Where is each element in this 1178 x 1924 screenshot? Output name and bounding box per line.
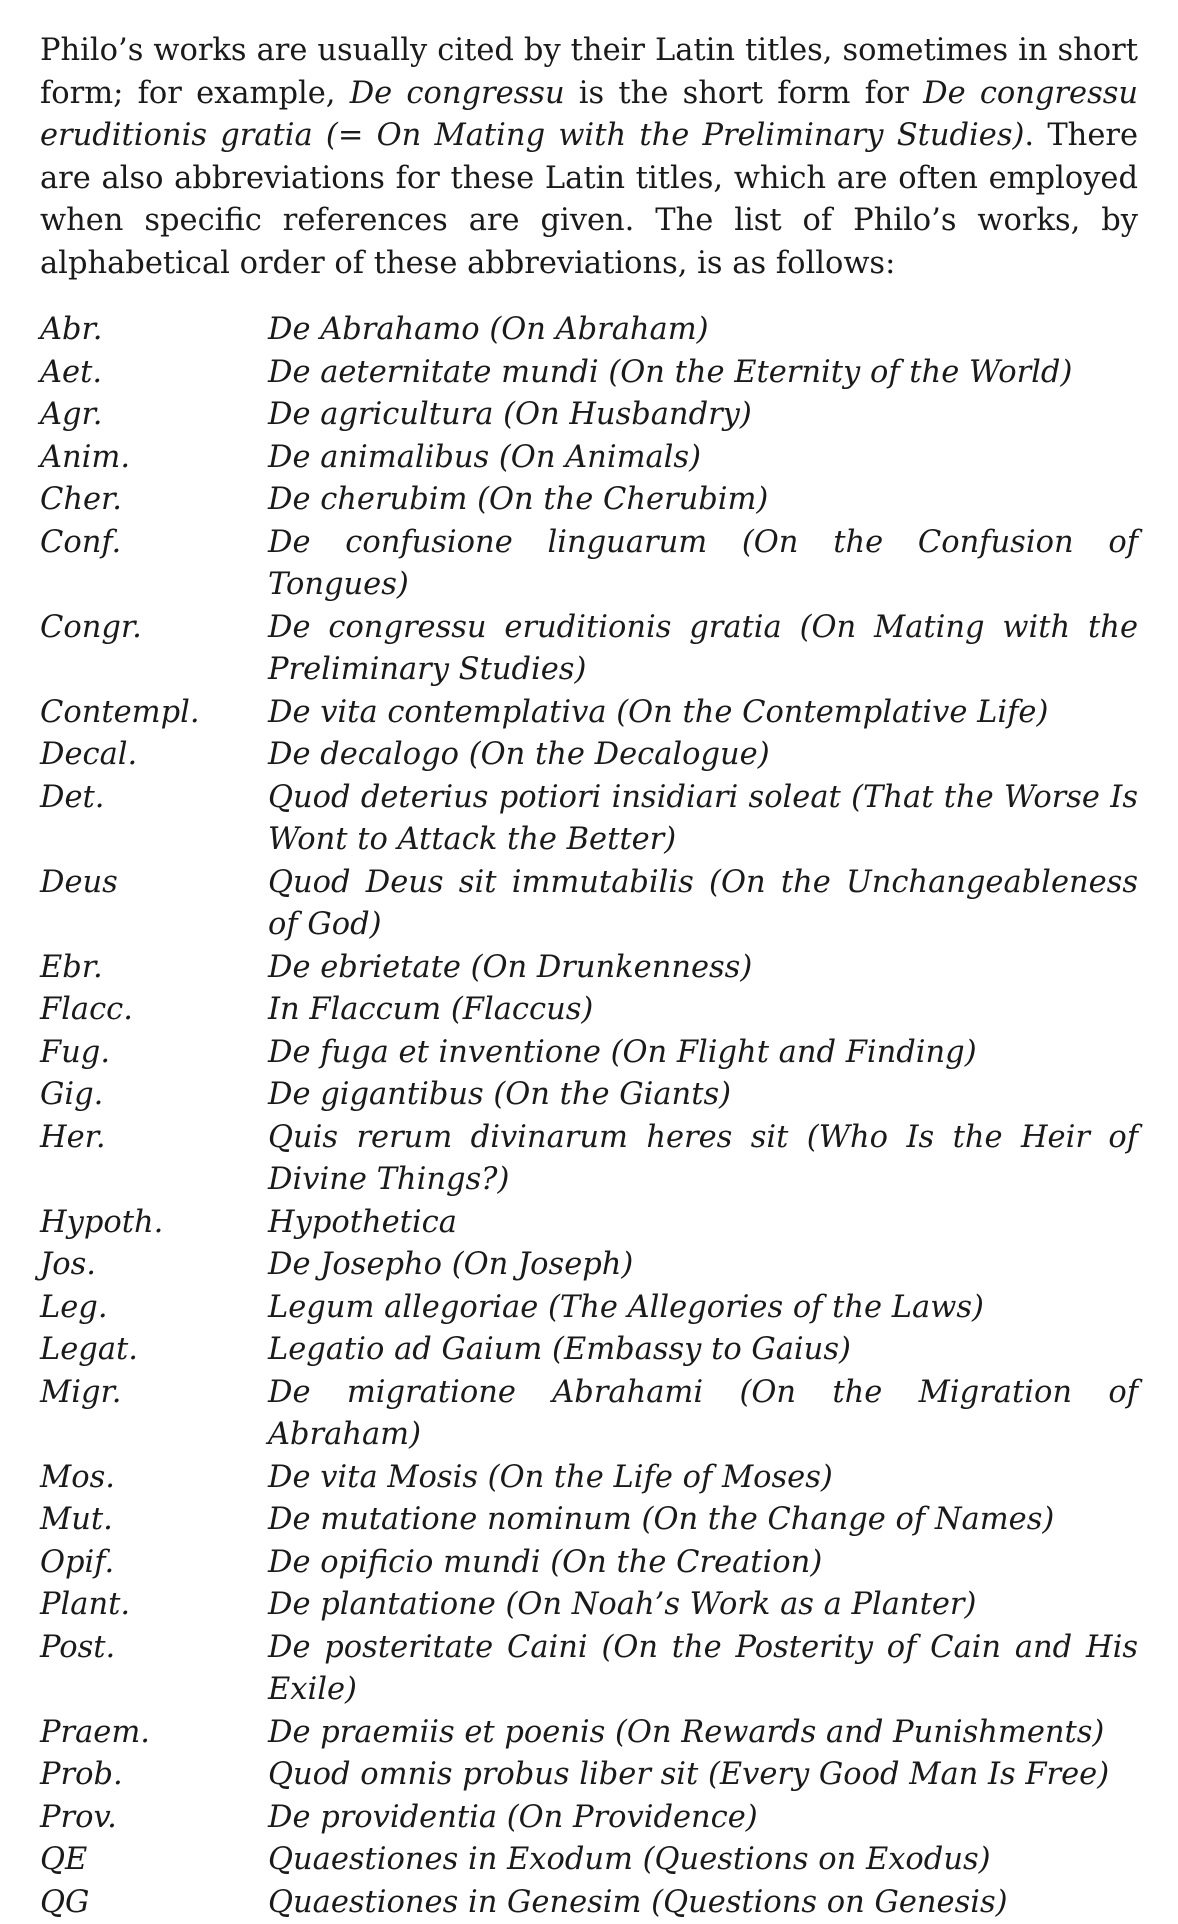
- work-title: De confusione linguarum (On the Confusion of Tongues): [268, 522, 1138, 607]
- work-entry: [40, 394, 1138, 437]
- work-abbreviation: Gig.: [40, 1074, 268, 1117]
- work-abbreviation: QE: [40, 1839, 268, 1882]
- work-entry: [40, 1032, 1138, 1075]
- work-entry: [40, 1329, 1138, 1372]
- work-abbreviation: Agr.: [40, 394, 268, 437]
- work-title: De vita contemplativa (On the Contemplative Life): [268, 692, 1138, 735]
- work-entry: [40, 1839, 1138, 1882]
- work-title: De agricultura (On Husbandry): [268, 394, 1138, 437]
- work-title: De Josepho (On Joseph): [268, 1244, 1138, 1287]
- work-abbreviation: Fug.: [40, 1032, 268, 1075]
- works-list: [40, 309, 1138, 1924]
- intro-full-title: De congressu eruditionis gratia (= On Mating with the Preliminary Studies): [40, 76, 1138, 154]
- work-title: De providentia (On Providence): [268, 1797, 1138, 1840]
- intro-text-3: . There are also abbreviations for these Latin titles, which are often employed when specific references are given. The list of Philo’s works, by alphabetical order of these abbreviations, is as follows:: [40, 118, 1138, 281]
- work-entry: [40, 1542, 1138, 1585]
- work-abbreviation: Prov.: [40, 1797, 268, 1840]
- work-title: De ebrietate (On Drunkenness): [268, 947, 1138, 990]
- work-abbreviation: Ebr.: [40, 947, 268, 990]
- work-title: Quod Deus sit immutabilis (On the Unchangeableness of God): [268, 862, 1138, 947]
- work-abbreviation: Det.: [40, 777, 268, 820]
- work-abbreviation: Anim.: [40, 437, 268, 480]
- work-abbreviation: Post.: [40, 1627, 268, 1670]
- work-title: De decalogo (On the Decalogue): [268, 734, 1138, 777]
- work-entry: [40, 1372, 1138, 1457]
- work-title: De praemiis et poenis (On Rewards and Punishments): [268, 1712, 1138, 1755]
- work-title: De plantatione (On Noah’s Work as a Planter): [268, 1584, 1138, 1627]
- work-entry: [40, 1712, 1138, 1755]
- work-entry: [40, 989, 1138, 1032]
- work-abbreviation: Decal.: [40, 734, 268, 777]
- work-title: De Abrahamo (On Abraham): [268, 309, 1138, 352]
- work-entry: [40, 1244, 1138, 1287]
- work-entry: [40, 437, 1138, 480]
- intro-short-title: De congressu: [350, 76, 565, 111]
- work-entry: [40, 607, 1138, 692]
- work-abbreviation: Migr.: [40, 1372, 268, 1415]
- work-abbreviation: Cher.: [40, 479, 268, 522]
- work-entry: [40, 522, 1138, 607]
- work-abbreviation: Plant.: [40, 1584, 268, 1627]
- work-title: De posteritate Caini (On the Posterity of Cain and His Exile): [268, 1627, 1138, 1712]
- work-abbreviation: Her.: [40, 1117, 268, 1160]
- work-abbreviation: Hypoth.: [40, 1202, 268, 1245]
- work-title: Quod omnis probus liber sit (Every Good Man Is Free): [268, 1754, 1138, 1797]
- work-title: De vita Mosis (On the Life of Moses): [268, 1457, 1138, 1500]
- work-abbreviation: Congr.: [40, 607, 268, 650]
- work-title: Legatio ad Gaium (Embassy to Gaius): [268, 1329, 1138, 1372]
- work-entry: [40, 1797, 1138, 1840]
- work-entry: [40, 479, 1138, 522]
- work-abbreviation: Flacc.: [40, 989, 268, 1032]
- work-abbreviation: Opif.: [40, 1542, 268, 1585]
- work-abbreviation: QG: [40, 1882, 268, 1924]
- work-title: De migratione Abrahami (On the Migration of Abraham): [268, 1372, 1138, 1457]
- work-abbreviation: Conf.: [40, 522, 268, 565]
- work-title: De mutatione nominum (On the Change of Names): [268, 1499, 1138, 1542]
- work-entry: [40, 734, 1138, 777]
- work-entry: [40, 1457, 1138, 1500]
- work-entry: [40, 1074, 1138, 1117]
- work-abbreviation: Prob.: [40, 1754, 268, 1797]
- work-entry: [40, 1499, 1138, 1542]
- work-title: De cherubim (On the Cherubim): [268, 479, 1138, 522]
- work-title: De aeternitate mundi (On the Eternity of the World): [268, 352, 1138, 395]
- work-entry: [40, 947, 1138, 990]
- work-entry: [40, 309, 1138, 352]
- work-title: In Flaccum (Flaccus): [268, 989, 1138, 1032]
- work-abbreviation: Deus: [40, 862, 268, 905]
- work-entry: [40, 1627, 1138, 1712]
- page: [40, 30, 1138, 1924]
- intro-text-2: is the short form for: [565, 76, 924, 111]
- work-abbreviation: Jos.: [40, 1244, 268, 1287]
- work-title: De opificio mundi (On the Creation): [268, 1542, 1138, 1585]
- work-title: De congressu eruditionis gratia (On Mating with the Preliminary Studies): [268, 607, 1138, 692]
- work-entry: [40, 1754, 1138, 1797]
- work-title: Quod deterius potiori insidiari soleat (That the Worse Is Wont to Attack the Better): [268, 777, 1138, 862]
- work-abbreviation: Praem.: [40, 1712, 268, 1755]
- work-title: Legum allegoriae (The Allegories of the Laws): [268, 1287, 1138, 1330]
- intro-paragraph: [40, 30, 1138, 285]
- work-abbreviation: Contempl.: [40, 692, 268, 735]
- work-entry: [40, 692, 1138, 735]
- work-title: De animalibus (On Animals): [268, 437, 1138, 480]
- work-abbreviation: Mos.: [40, 1457, 268, 1500]
- work-title: Quaestiones in Exodum (Questions on Exodus): [268, 1839, 1138, 1882]
- work-title: Quis rerum divinarum heres sit (Who Is the Heir of Divine Things?): [268, 1117, 1138, 1202]
- work-entry: [40, 352, 1138, 395]
- work-abbreviation: Legat.: [40, 1329, 268, 1372]
- work-entry: [40, 1117, 1138, 1202]
- work-entry: [40, 1202, 1138, 1245]
- work-title: Quaestiones in Genesim (Questions on Genesis): [268, 1882, 1138, 1924]
- work-entry: [40, 862, 1138, 947]
- work-title: De fuga et inventione (On Flight and Finding): [268, 1032, 1138, 1075]
- work-abbreviation: Aet.: [40, 352, 268, 395]
- work-entry: [40, 777, 1138, 862]
- work-entry: [40, 1882, 1138, 1924]
- work-title: De gigantibus (On the Giants): [268, 1074, 1138, 1117]
- intro-text-1: Philo’s works are usually cited by their Latin titles, sometimes in short form; for example,: [40, 33, 1138, 111]
- work-abbreviation: Leg.: [40, 1287, 268, 1330]
- work-entry: [40, 1584, 1138, 1627]
- work-abbreviation: Abr.: [40, 309, 268, 352]
- work-title: Hypothetica: [268, 1202, 1138, 1245]
- work-entry: [40, 1287, 1138, 1330]
- work-abbreviation: Mut.: [40, 1499, 268, 1542]
